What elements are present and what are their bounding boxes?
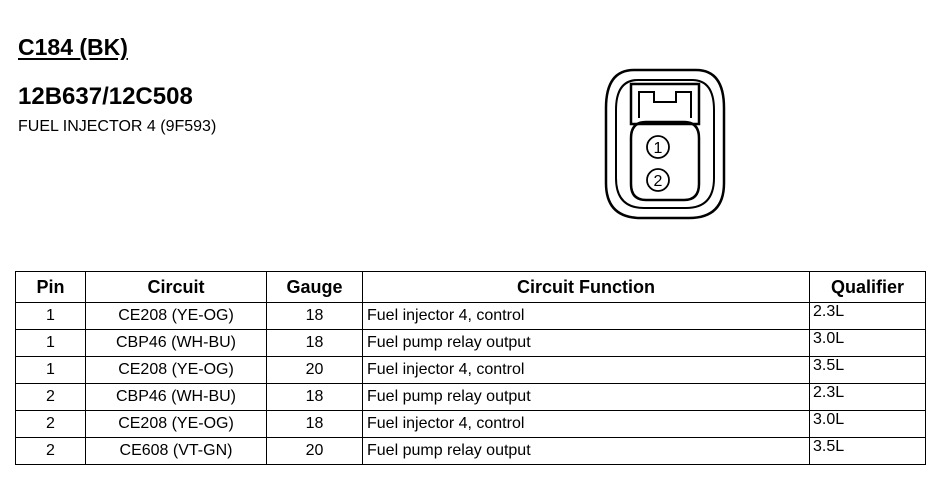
header-qualifier: Qualifier	[810, 272, 926, 303]
svg-text:1: 1	[653, 140, 663, 157]
table-row	[16, 384, 926, 411]
pin-1-label	[647, 136, 669, 158]
cell-circuit-function: Fuel pump relay output	[363, 384, 810, 411]
cell-circuit: CBP46 (WH-BU)	[86, 330, 267, 357]
cell-qualifier: 2.3L	[810, 303, 926, 330]
cell-circuit-function: Fuel pump relay output	[363, 438, 810, 465]
cell-circuit-function: Fuel injector 4, control	[363, 357, 810, 384]
cell-circuit: CE208 (YE-OG)	[86, 411, 267, 438]
cell-pin: 1	[16, 330, 86, 357]
part-number: 12B637/12C508	[18, 83, 193, 110]
cell-pin: 2	[16, 411, 86, 438]
cell-qualifier: 3.0L	[810, 411, 926, 438]
table-row	[16, 303, 926, 330]
cell-circuit: CE208 (YE-OG)	[86, 303, 267, 330]
cell-pin: 2	[16, 384, 86, 411]
cell-gauge: 18	[267, 303, 363, 330]
cell-circuit-function: Fuel injector 4, control	[363, 411, 810, 438]
cell-circuit-function: Fuel injector 4, control	[363, 303, 810, 330]
cell-circuit: CBP46 (WH-BU)	[86, 384, 267, 411]
cell-gauge: 20	[267, 438, 363, 465]
header-circuit-function: Circuit Function	[363, 272, 810, 303]
cell-circuit: CE608 (VT-GN)	[86, 438, 267, 465]
cell-qualifier: 3.5L	[810, 357, 926, 384]
cell-circuit: CE208 (YE-OG)	[86, 357, 267, 384]
cell-pin: 1	[16, 357, 86, 384]
table-row	[16, 330, 926, 357]
header-gauge: Gauge	[267, 272, 363, 303]
header-circuit: Circuit	[86, 272, 267, 303]
cell-circuit-function: Fuel pump relay output	[363, 330, 810, 357]
table-row	[16, 411, 926, 438]
connector-face-diagram	[604, 68, 726, 220]
connector-id: C184 (BK)	[18, 34, 128, 60]
table-row	[16, 357, 926, 384]
connector-locking-tab	[631, 84, 699, 124]
cell-qualifier: 3.5L	[810, 438, 926, 465]
connector-latch	[639, 92, 691, 118]
cell-qualifier: 2.3L	[810, 384, 926, 411]
cell-gauge: 18	[267, 384, 363, 411]
cell-gauge: 18	[267, 330, 363, 357]
cell-pin: 1	[16, 303, 86, 330]
cell-gauge: 18	[267, 411, 363, 438]
table-row	[16, 438, 926, 465]
cell-qualifier: 3.0L	[810, 330, 926, 357]
pin-2-label	[647, 169, 669, 191]
cell-pin: 2	[16, 438, 86, 465]
component-description: FUEL INJECTOR 4 (9F593)	[18, 118, 217, 135]
cell-gauge: 20	[267, 357, 363, 384]
table-header-row	[16, 272, 926, 303]
svg-text:2: 2	[653, 173, 663, 190]
pinout-table	[15, 271, 926, 465]
header-pin: Pin	[16, 272, 86, 303]
